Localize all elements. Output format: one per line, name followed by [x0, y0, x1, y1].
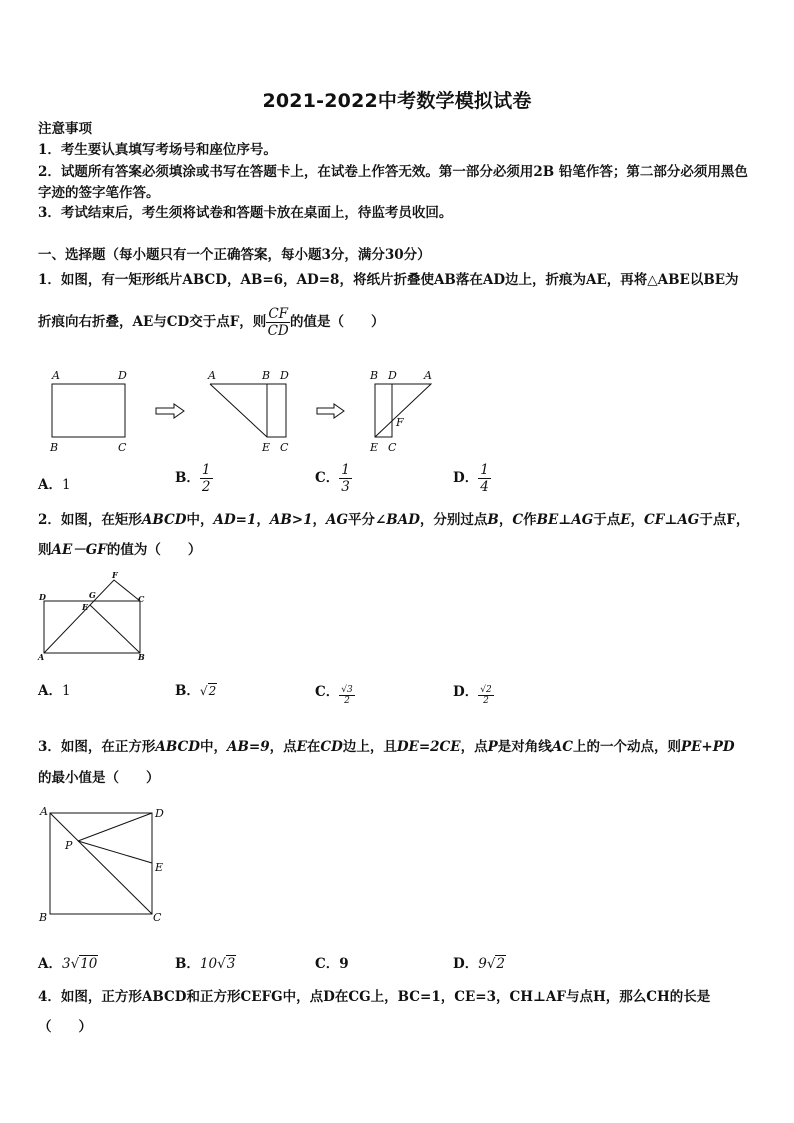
- q1-fig-label: F: [396, 416, 404, 429]
- q2-fig-label: A: [38, 652, 45, 662]
- notice-heading: 注意事项: [38, 121, 92, 137]
- q2-option-b[interactable]: B．√2: [175, 683, 217, 699]
- notice-item-1: 1．考生要认真填写考场号和座位序号。: [38, 142, 277, 158]
- arrow-icon: [317, 404, 344, 418]
- q1-line2: 折痕向右折叠，AE与CD交于点F，则 $\frac{CF}{CD}$ 的值是（ ）: [38, 306, 385, 339]
- q1-fig-label: D: [118, 369, 127, 382]
- q1-option-c[interactable]: C． $\frac{1}{3}$: [315, 462, 350, 495]
- q1-fig-label: C: [118, 441, 127, 454]
- q1-fig-label: E: [262, 441, 271, 454]
- q3-fig-label: A: [40, 805, 48, 818]
- q2-line1: 2．如图，在矩形ABCD中，AD=1，AB>1，AG平分∠BAD，分别过点B，C作BE⊥AG于点E，CF⊥AG于点F，: [38, 512, 750, 528]
- q3-fig-label: B: [39, 911, 48, 924]
- q3-option-b[interactable]: B．10√3: [175, 956, 236, 972]
- q1-option-b[interactable]: B． $\frac{1}{2}$: [175, 462, 211, 495]
- q1-fig-label: B: [262, 369, 271, 382]
- q1-option-a[interactable]: A．1: [38, 477, 71, 493]
- q1-fig-label: A: [208, 369, 216, 382]
- q2-option-c[interactable]: C． $\frac{√3}{2}$: [315, 684, 353, 706]
- arrow-icon: [156, 404, 184, 418]
- q3-fig-label: E: [155, 861, 164, 874]
- q1-fig-label: C: [280, 441, 289, 454]
- q4-line1: 4．如图，正方形ABCD和正方形CEFG中，点D在CG上，BC=1，CE=3，CH⊥AF与点H，那么CH的长是: [38, 989, 711, 1005]
- q1-fig-label: D: [280, 369, 289, 382]
- q1-fraction: $\frac{CF}{CD}$: [267, 306, 289, 339]
- q1-option-d[interactable]: D． $\frac{1}{4}$: [453, 462, 489, 495]
- q2-fig-label: D: [39, 592, 46, 602]
- q2-fig-label: B: [138, 652, 145, 662]
- q4-line2: （ ）: [38, 1019, 92, 1035]
- q2-line2: 则AE－GF的值为（ ）: [38, 542, 202, 558]
- q3-option-c[interactable]: C．9: [315, 956, 349, 972]
- q2-fig-label: E: [82, 602, 89, 612]
- q1-fig-label: B: [50, 441, 59, 454]
- q2-fig-label: F: [112, 570, 118, 580]
- q2-fig-label: C: [138, 594, 145, 604]
- q3-fig-label: D: [155, 807, 164, 820]
- q1-fig-label: E: [370, 441, 379, 454]
- notice-item-3: 3．考试结束后，考生须将试卷和答题卡放在桌面上，待监考员收回。: [38, 205, 453, 221]
- notice-item-2: 2．试题所有答案必须填涂或书写在答题卡上，在试卷上作答无效。第一部分必须用2B 铅笔作答；第二部分必须用黑色字迹的签字笔作答。: [38, 164, 748, 201]
- q3-figure: [34, 800, 174, 928]
- q1-fig-label: A: [52, 369, 60, 382]
- q3-fig-label: P: [65, 839, 73, 852]
- q3-line1: 3．如图，在正方形ABCD中，AB=9，点E在CD边上，且DE=2CE，点P是对角线AC上的一个动点，则PE+PD: [38, 739, 735, 755]
- q2-option-a[interactable]: A．1: [38, 683, 71, 699]
- page-title: 2021-2022中考数学模拟试卷: [262, 90, 532, 112]
- q1-fig-label: A: [424, 369, 432, 382]
- q1-figure: [38, 362, 458, 458]
- q1-fig-label: B: [370, 369, 379, 382]
- q1-fig-label: D: [388, 369, 397, 382]
- q3-fig-label: C: [153, 911, 162, 924]
- q2-fig-label: G: [89, 590, 96, 600]
- q3-option-a[interactable]: A．3√10: [38, 956, 98, 972]
- q2-figure: [34, 570, 154, 662]
- section-heading: 一、选择题（每小题只有一个正确答案，每小题3分，满分30分）: [38, 247, 431, 263]
- q2-option-d[interactable]: D． $\frac{√2}{2}$: [453, 684, 492, 706]
- q1-line1: 1．如图，有一矩形纸片ABCD，AB=6，AD=8，将纸片折叠使AB落在AD边上，折痕为AE，再将△ABE以BE为: [38, 272, 739, 288]
- q3-line2: 的最小值是（ ）: [38, 770, 160, 786]
- q1-fig-label: C: [388, 441, 397, 454]
- q3-option-d[interactable]: D．9√2: [453, 956, 506, 972]
